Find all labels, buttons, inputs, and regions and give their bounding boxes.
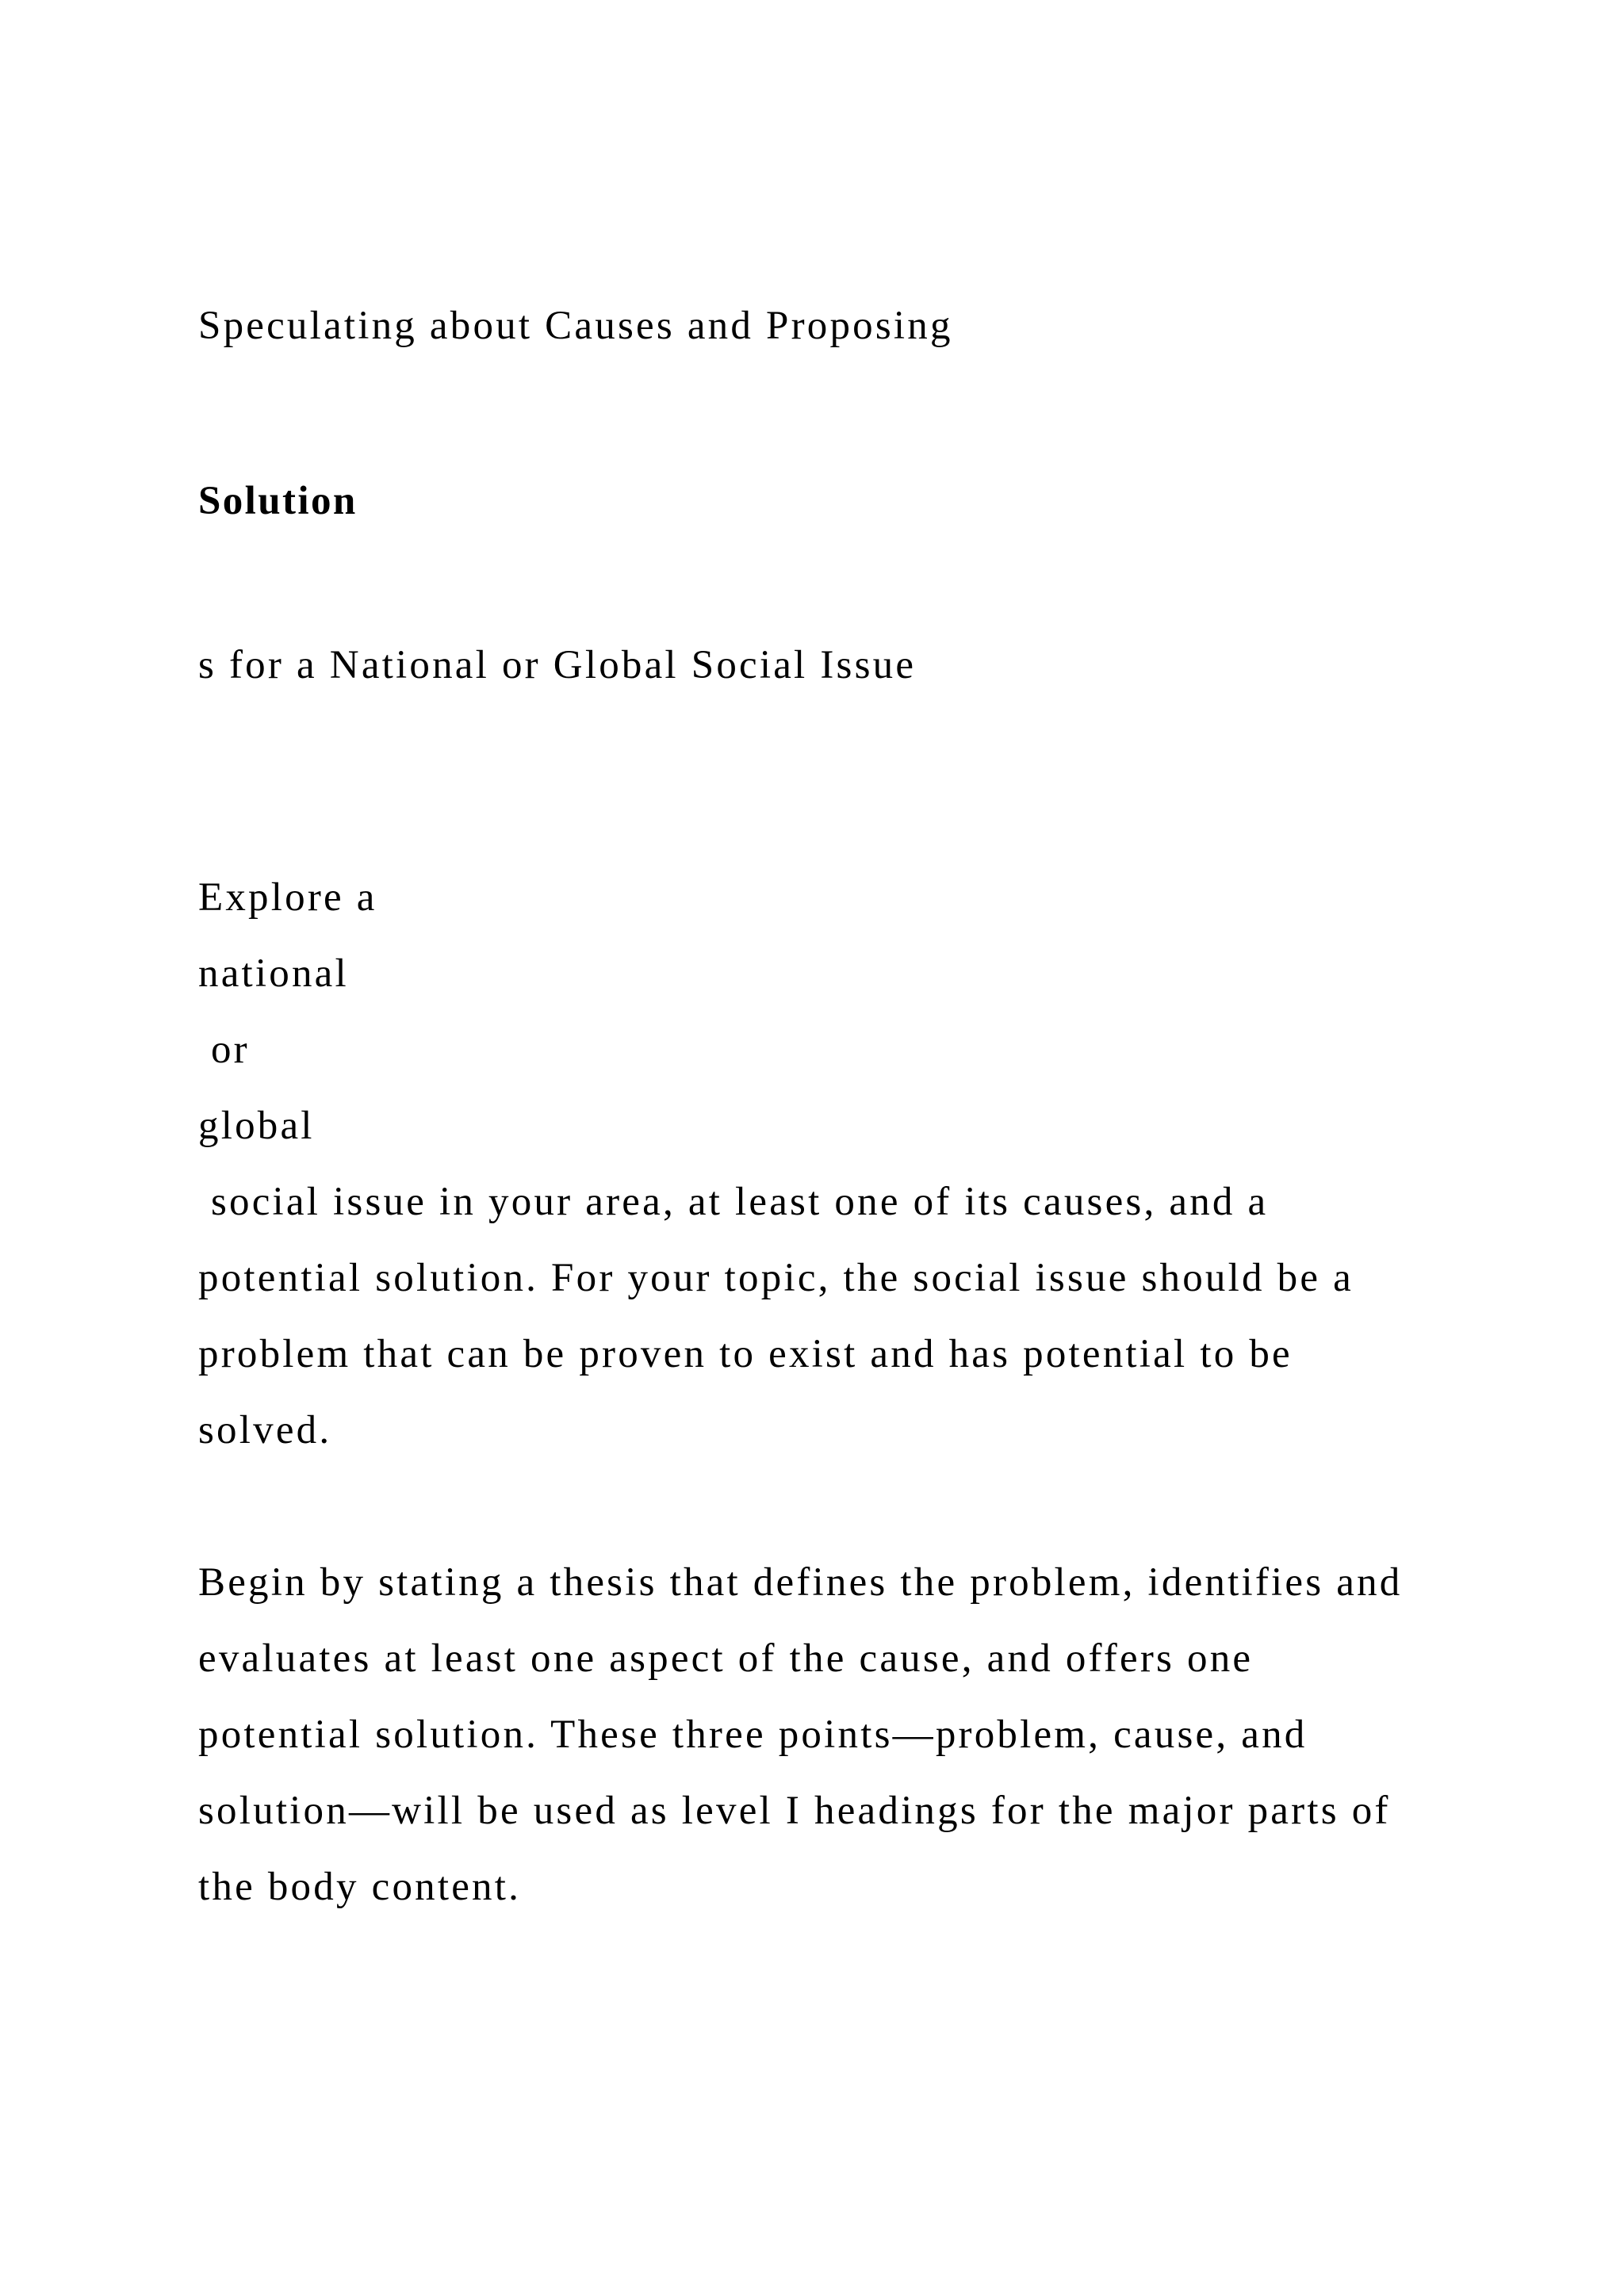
paragraph-line: global bbox=[198, 1104, 315, 1148]
paragraph-line: solved. bbox=[198, 1408, 332, 1452]
paragraph-line: potential solution. For your topic, the social issue should be a bbox=[198, 1256, 1354, 1300]
paragraph-line: social issue in your area, at least one of its causes, and a bbox=[198, 1180, 1269, 1224]
paragraph-line: national bbox=[198, 951, 349, 996]
paragraph-line: problem that can be proven to exist and has potential to be bbox=[198, 1332, 1293, 1376]
paragraph-line: Begin by stating a thesis that defines the problem, identifies and bbox=[198, 1560, 1403, 1605]
title-line-1: Speculating about Causes and Proposing bbox=[198, 304, 953, 348]
title-line-2-bold: Solution bbox=[198, 479, 358, 523]
title-line-3: s for a National or Global Social Issue bbox=[198, 643, 917, 687]
paragraph-line: Explore a bbox=[198, 875, 377, 920]
paragraph-line: potential solution. These three points—problem, cause, and bbox=[198, 1712, 1308, 1757]
paragraph-line: the body content. bbox=[198, 1865, 522, 1909]
paragraph-line: or bbox=[198, 1027, 250, 1072]
paragraph-line: solution—will be used as level I headings for the major parts of bbox=[198, 1789, 1391, 1833]
paragraph-line: evaluates at least one aspect of the cause, and offers one bbox=[198, 1636, 1254, 1681]
